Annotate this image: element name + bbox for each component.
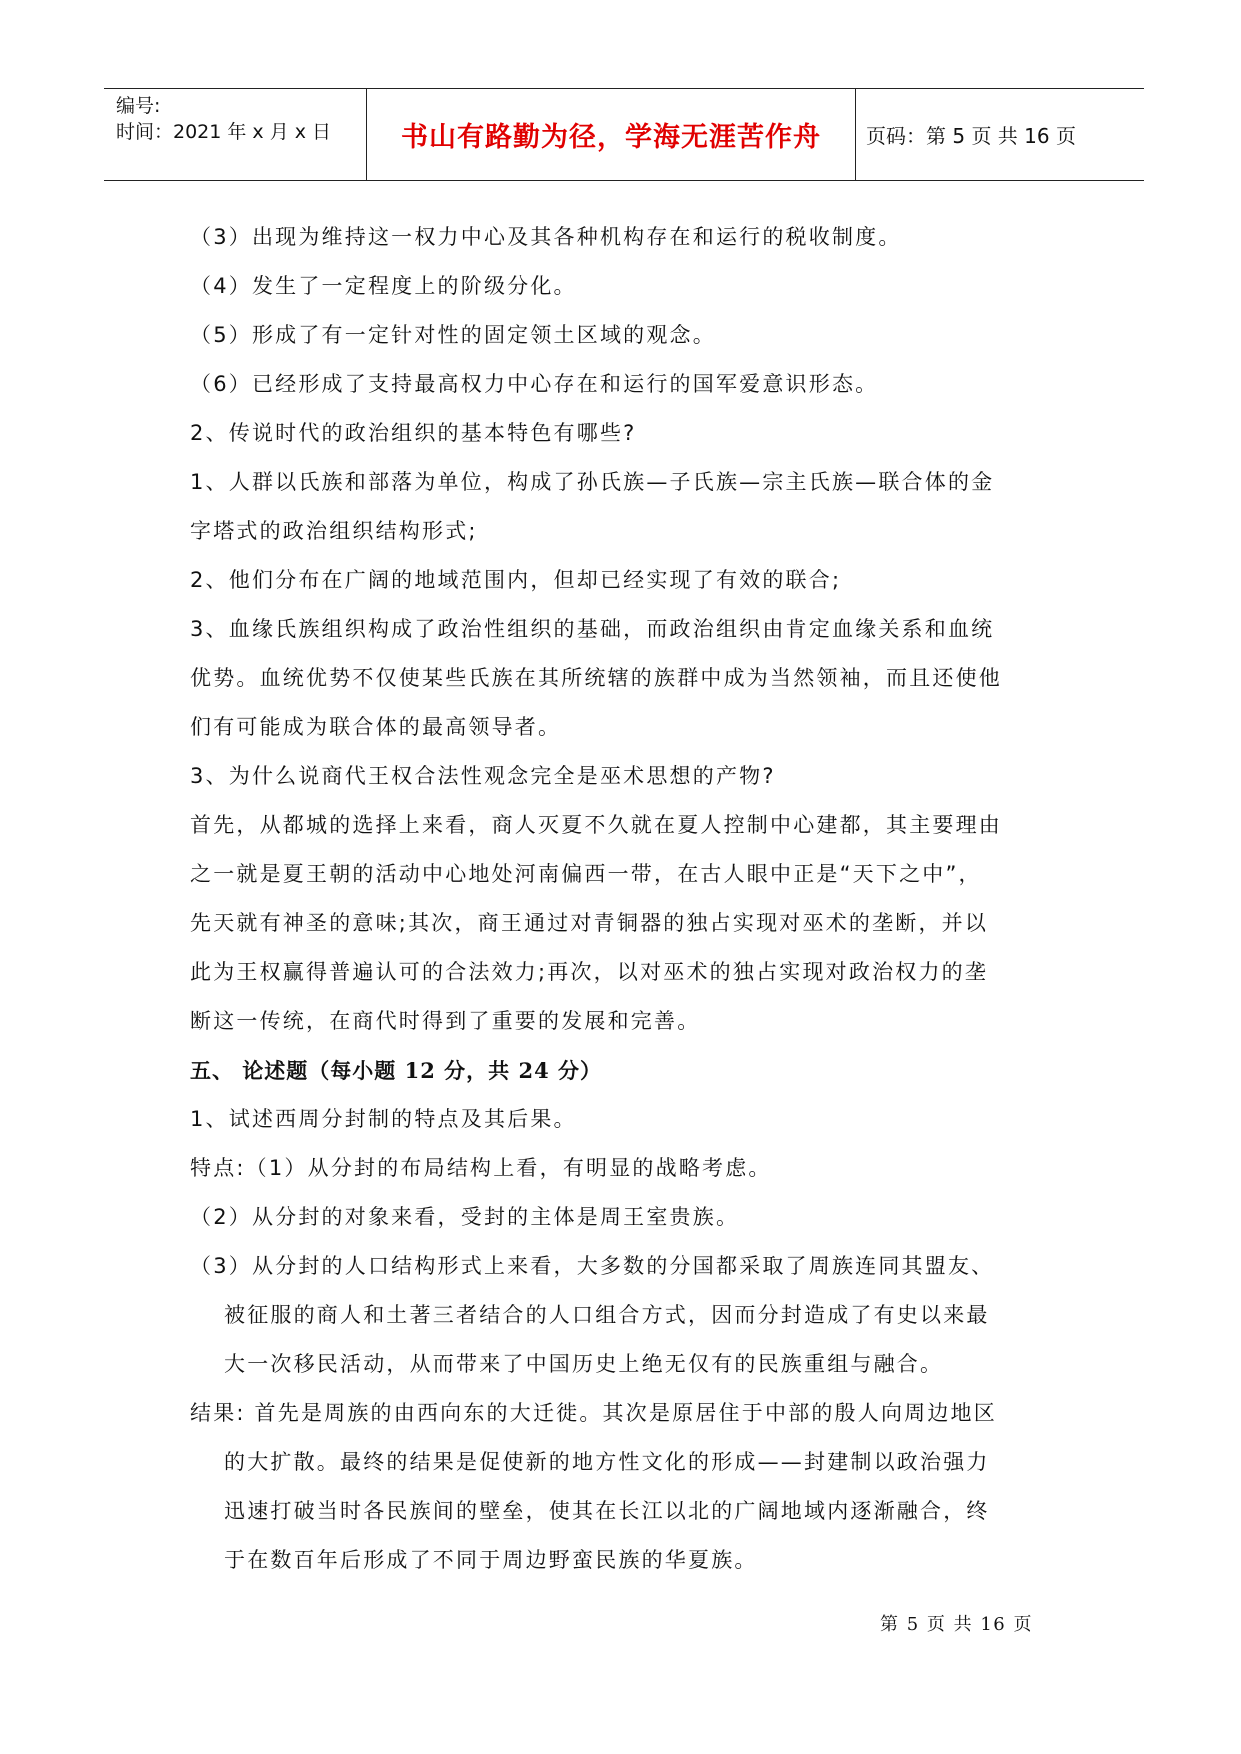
header-meta [104, 89, 366, 180]
section-heading: 五、 论述题（每小题 12 分，共 24 分） [190, 1058, 603, 1083]
text-line: 结果: 首先是周族的由西向东的大迁徙。其次是原居住于中部的殷人向周边地区 [190, 1401, 997, 1425]
text-line: （5）形成了有一定针对性的固定领土区域的观念。 [190, 323, 716, 347]
document-body [190, 213, 1060, 1585]
text-line: （4）发生了一定程度上的阶级分化。 [190, 274, 577, 298]
text-line: 2、他们分布在广阔的地域范围内，但却已经实现了有效的联合; [190, 568, 842, 592]
header-motto: 书山有路勤为径，学海无涯苦作舟 [366, 89, 856, 180]
text-line: （6）已经形成了支持最高权力中心存在和运行的国军爱意识形态。 [190, 372, 879, 396]
text-line: 此为王权赢得普遍认可的合法效力;再次，以对巫术的独占实现对政治权力的垄 [190, 960, 989, 984]
header-page-info: 页码：第 5 页 共 16 页 [866, 124, 1076, 148]
document-number-label: 编号: [116, 95, 161, 117]
text-line: 们有可能成为联合体的最高领导者。 [190, 715, 562, 739]
question-heading: 1、试述西周分封制的特点及其后果。 [190, 1107, 577, 1131]
text-line: 大一次移民活动，从而带来了中国历史上绝无仅有的民族重组与融合。 [224, 1352, 944, 1376]
text-line: 之一就是夏王朝的活动中心地处河南偏西一带，在古人眼中正是“天下之中”， [190, 862, 982, 886]
document-time-label: 时间：2021 年 x 月 x 日 [116, 121, 332, 143]
page-footer: 第 5 页 共 16 页 [880, 1614, 1033, 1635]
text-line: 先天就有神圣的意味;其次，商王通过对青铜器的独占实现对巫术的垄断，并以 [190, 911, 989, 935]
text-line: 字塔式的政治组织结构形式; [190, 519, 478, 543]
text-line: （2）从分封的对象来看，受封的主体是周王室贵族。 [190, 1205, 740, 1229]
text-line: 于在数百年后形成了不同于周边野蛮民族的华夏族。 [224, 1548, 758, 1572]
text-line: 特点:（1）从分封的布局结构上看，有明显的战略考虑。 [190, 1156, 772, 1180]
text-line: （3）出现为维持这一权力中心及其各种机构存在和运行的税收制度。 [190, 225, 902, 249]
text-line: 优势。血统优势不仅使某些氏族在其所统辖的族群中成为当然领袖，而且还使他 [190, 666, 1002, 690]
text-line: 迅速打破当时各民族间的壁垒，使其在长江以北的广阔地域内逐渐融合，终 [224, 1499, 990, 1523]
text-line: （3）从分封的人口结构形式上来看，大多数的分国都采取了周族连同其盟友、 [190, 1254, 995, 1278]
text-line: 3、血缘氏族组织构成了政治性组织的基础，而政治组织由肯定血缘关系和血统 [190, 617, 995, 641]
text-line: 首先，从都城的选择上来看，商人灭夏不久就在夏人控制中心建都，其主要理由 [190, 813, 1002, 837]
question-heading: 2、传说时代的政治组织的基本特色有哪些? [190, 421, 637, 445]
text-line: 1、人群以氏族和部落为单位，构成了孙氏族—子氏族—宗主氏族—联合体的金 [190, 470, 995, 494]
text-line: 被征服的商人和土著三者结合的人口组合方式，因而分封造成了有史以来最 [224, 1303, 990, 1327]
question-heading: 3、为什么说商代王权合法性观念完全是巫术思想的产物? [190, 764, 776, 788]
text-line: 断这一传统，在商代时得到了重要的发展和完善。 [190, 1009, 701, 1033]
text-line: 的大扩散。最终的结果是促使新的地方性文化的形成——封建制以政治强力 [224, 1450, 990, 1474]
page-header [104, 88, 1144, 181]
